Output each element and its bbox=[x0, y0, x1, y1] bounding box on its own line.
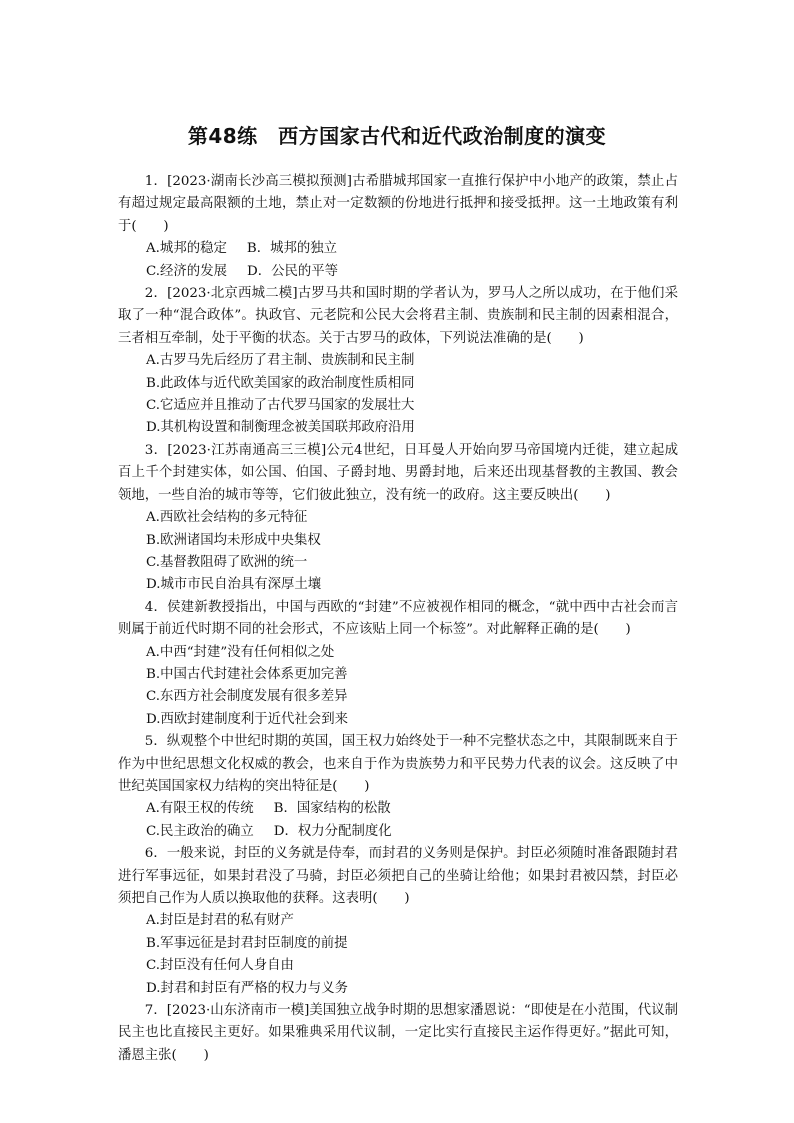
question-stem: 1．[2023·湖南长沙高三模拟预测]古希腊城邦国家一直推行保护中小地产的政策，禁止占有超过规定最高限额的土地，禁止对一定数额的份地进行抵押和接受抵押。这一土地政策有利于( ) bbox=[118, 174, 678, 234]
option-a: A.古罗马先后经历了君主制、贵族制和民主制 bbox=[146, 353, 415, 369]
option-a: A.西欧社会结构的多元特征 bbox=[146, 510, 308, 526]
option-d: D．权力分配制度化 bbox=[273, 823, 392, 839]
page-title: 第48练 西方国家古代和近代政治制度的演变 bbox=[187, 124, 607, 148]
question-stem: 2．[2023·北京西城二模]古罗马共和国时期的学者认为，罗马人之所以成功，在于他们采取了一种“混合政体”。执政官、元老院和公民大会将君主制、贵族制和民主制的因素相混合，三者相互牵制，处于平衡的状态。关于古罗马的政体，下列说法准确的是( ) bbox=[118, 286, 678, 346]
option-d: D.封君和封臣有严格的权力与义务 bbox=[146, 980, 348, 996]
question-stem: 4．侯建新教授指出，中国与西欧的“封建”不应被视作相同的概念，“就中西中古社会而言则属于前近代时期不同的社会形式，不应该贴上同一个标签”。对此解释正确的是( ) bbox=[118, 599, 678, 638]
option-c: C.东西方社会制度发展有很多差异 bbox=[146, 689, 348, 705]
option-b: B.军事远征是封君封臣制度的前提 bbox=[146, 935, 348, 951]
option-c: C.封臣没有任何人身自由 bbox=[146, 958, 294, 974]
question-list bbox=[118, 171, 678, 1067]
option-c: C.基督教阻碍了欧洲的统一 bbox=[146, 554, 308, 570]
option-c: C.经济的发展 bbox=[146, 263, 227, 279]
question-stem: 5．纵观整个中世纪时期的英国，国王权力始终处于一种不完整状态之中，其限制既来自于作为中世纪思想文化权威的教会，也来自于作为贵族势力和平民势力代表的议会。这反映了中世纪英国国家权力结构的突出特征是( ) bbox=[118, 734, 678, 794]
option-d: D.城市市民自治具有深厚土壤 bbox=[146, 577, 322, 593]
option-d: D.西欧封建制度利于近代社会到来 bbox=[146, 711, 348, 727]
option-b: B．国家结构的松散 bbox=[273, 801, 391, 817]
question-stem: 3．[2023·江苏南通高三三模]公元4世纪，日耳曼人开始向罗马帝国境内迁徙，建立起成百上千个封建实体，如公国、伯国、子爵封地、男爵封地，后来还出现基督教的主教国、教会领地，一些自治的城市等等，它们彼此独立，没有统一的政府。这主要反映出( ) bbox=[118, 442, 678, 503]
option-row bbox=[146, 238, 678, 260]
option-b: B.中国古代封建社会体系更加完善 bbox=[146, 666, 348, 682]
option-row bbox=[146, 261, 678, 283]
option-c: C.民主政治的确立 bbox=[146, 823, 254, 839]
option-a: A.封臣是封君的私有财产 bbox=[146, 913, 294, 929]
option-b: B.欧洲诸国均未形成中央集权 bbox=[146, 532, 321, 548]
option-a: A.有限王权的传统 bbox=[146, 801, 254, 817]
option-c: C.它适应并且推动了古代罗马国家的发展壮大 bbox=[146, 398, 415, 414]
option-b: B.此政体与近代欧美国家的政治制度性质相同 bbox=[146, 375, 415, 391]
option-b: B．城邦的独立 bbox=[246, 241, 338, 257]
option-d: D.其机构设置和制衡理念被美国联邦政府沿用 bbox=[146, 420, 415, 436]
option-a: A.城邦的稳定 bbox=[146, 241, 227, 257]
option-a: A.中西“封建”没有任何相似之处 bbox=[146, 644, 335, 660]
option-row bbox=[146, 798, 678, 820]
question-stem: 6．一般来说，封臣的义务就是侍奉，而封君的义务则是保护。封臣必须随时准备跟随封君进行军事远征，如果封君没了马骑，封臣必须把自己的坐骑让给他；如果封君被囚禁，封臣必须把自己作为人质以换取他的获释。这表明( ) bbox=[118, 846, 678, 906]
question-stem: 7．[2023·山东济南市一模]美国独立战争时期的思想家潘恩说：“即使是在小范围，代议制民主也比直接民主更好。如果雅典采用代议制，一定比实行直接民主运作得更好。”据此可知，潘恩主张( ) bbox=[118, 1003, 678, 1063]
option-d: D．公民的平等 bbox=[246, 263, 339, 279]
option-row bbox=[146, 821, 678, 843]
